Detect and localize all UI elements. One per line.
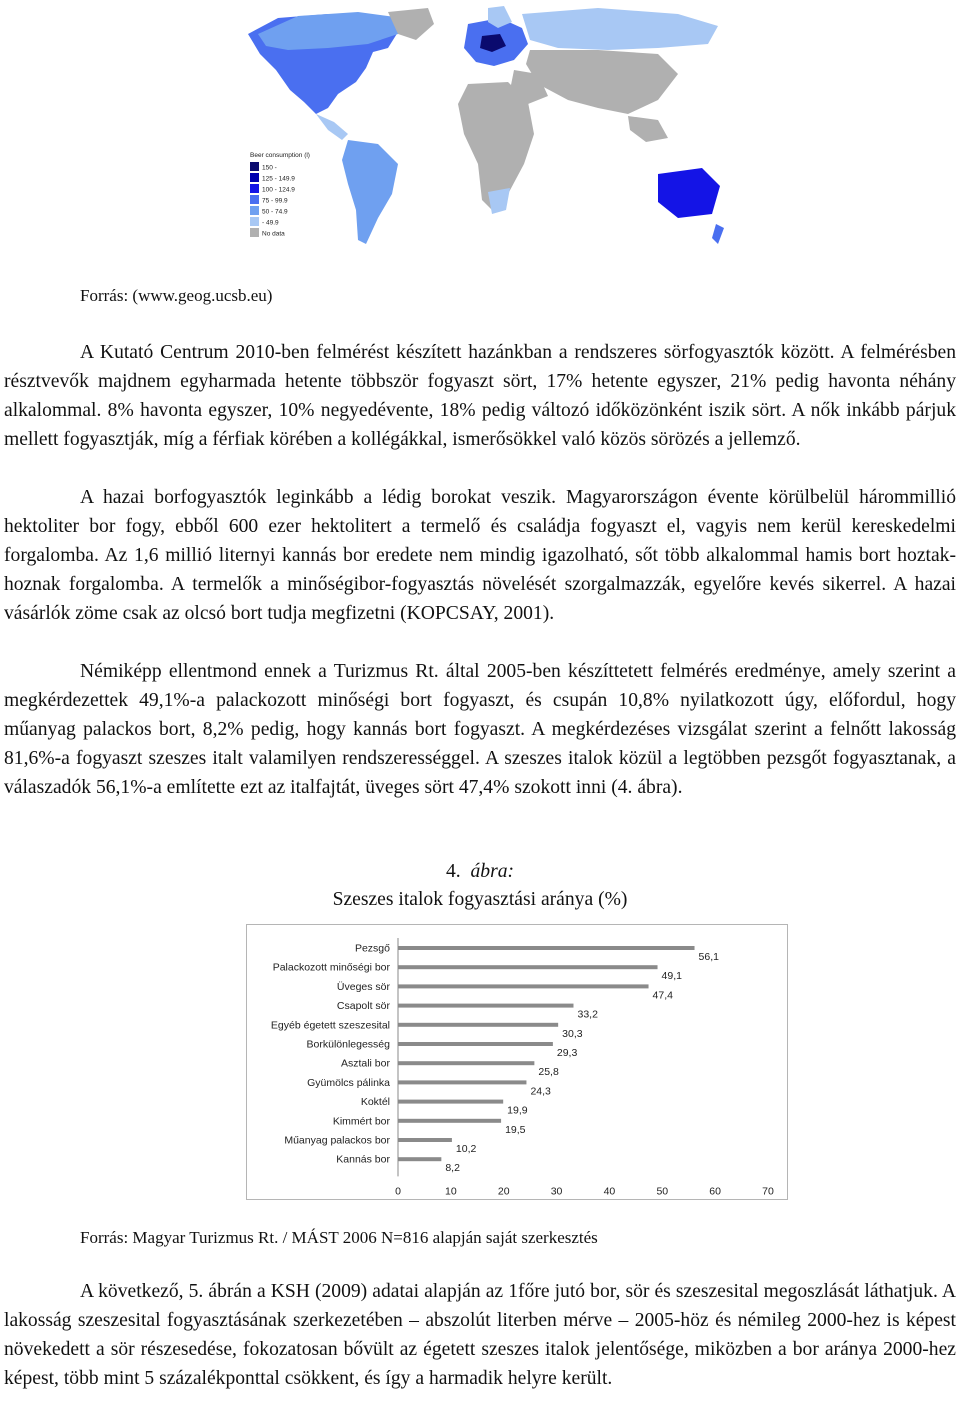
paragraph-ksh-data bbox=[4, 1277, 956, 1393]
paragraph-tourism-survey-text: Némiképp ellentmond ennek a Turizmus Rt. által 2005-ben készíttetett felmérés eredménye, amely szerint a megkérdezettek 49,1%-a palackozott minőségi bort fogyaszt, és csupán 10,8% nyilatkozott úgy, előfordul, hogy műanyag palackos bort, 8,2% pedig, hogy kannás bort fogyaszt. A megkérdezéses vizsgálat szerint a felnőtt lakosság 81,6%-a fogyaszt szeszes italt valamilyen rendszerességgel. A szeszes italok közül a legtöbben pezsgőt fogyasztanak, a válaszadók 56,1%-a említette ezt az italfajtát, üveges sört 47,4% szokott inni (4. ábra). bbox=[4, 661, 956, 798]
map-legend-swatch bbox=[250, 162, 259, 171]
paragraph-beer-survey-text: A Kutató Centrum 2010-ben felmérést készített hazánkban a rendszeres sörfogyasztók között. A felmérésben résztvevők majdnem egyharmada hetente többször fogyaszt sört, 17% hetente egyszer, 21% pedig havonta néhány alkalommal. 8% havonta egyszer, 10% negyedévente, 18% pedig változó időközönként iszik sört. A nők inkább párjuk mellett fogyasztják, míg a férfiak körében a kollégákkal, ismerősökkel való közös sörözés a jellemző. bbox=[4, 342, 956, 450]
value-label: 25,8 bbox=[538, 1066, 559, 1079]
map-southeast-asia bbox=[628, 116, 668, 142]
bar bbox=[398, 1157, 441, 1161]
map-south-america bbox=[342, 140, 398, 244]
x-tick-label: 10 bbox=[445, 1185, 457, 1198]
paragraph-ksh-data-text: A következő, 5. ábrán a KSH (2009) adatai alapján az 1főre jutó bor, sör és szeszesital megoszlását láthatjuk. A lakosság szeszesital fogyasztásának szerkezetében – abszolút literben mérve – 2005-höz és némileg 2000-hez is képest növekedett a sör részesedése, fokozatosan bővült az égetett szeszes italok jelentősége, miközben a bor aránya 2000-hez képest, több mint 5 százalékponttal csökkent, és így a harmadik helyre került. bbox=[4, 1281, 956, 1389]
bar bbox=[398, 1100, 503, 1104]
map-legend-swatch bbox=[250, 173, 259, 182]
category-label: Koktél bbox=[360, 1096, 390, 1109]
category-label: Pezsgő bbox=[354, 942, 390, 955]
map-central-america bbox=[316, 114, 348, 140]
bar bbox=[398, 1061, 534, 1065]
x-tick-label: 50 bbox=[656, 1185, 669, 1198]
value-label: 56,1 bbox=[698, 951, 719, 963]
value-label: 33,2 bbox=[577, 1008, 598, 1021]
value-label: 49,1 bbox=[661, 970, 682, 983]
map-legend-label: - 49.9 bbox=[262, 219, 279, 227]
map-new-zealand bbox=[712, 224, 724, 244]
value-label: 19,9 bbox=[507, 1104, 528, 1117]
x-tick-label: 30 bbox=[550, 1185, 563, 1198]
value-label: 24,3 bbox=[530, 1085, 551, 1098]
alcohol-consumption-bar-chart bbox=[246, 924, 788, 1200]
paragraph-beer-survey bbox=[4, 338, 956, 454]
value-label: 10,2 bbox=[455, 1143, 477, 1155]
category-label: Egyéb égetett szeszesital bbox=[270, 1019, 390, 1032]
bar bbox=[398, 1023, 558, 1027]
map-legend-label: 125 - 149.9 bbox=[262, 175, 295, 183]
paragraph-wine-consumers bbox=[4, 483, 956, 628]
bar bbox=[398, 1042, 553, 1046]
map-legend-swatch bbox=[250, 184, 259, 193]
map-legend-label: No data bbox=[262, 230, 285, 238]
figure-number bbox=[0, 858, 960, 886]
category-label: Borkülönlegesség bbox=[306, 1038, 390, 1051]
bar bbox=[398, 1080, 526, 1084]
paragraph-tourism-survey bbox=[4, 657, 956, 802]
category-label: Kimmért bor bbox=[332, 1115, 390, 1128]
figure-number-value: 4. bbox=[445, 861, 461, 882]
figure-label: ábra: bbox=[470, 861, 515, 882]
value-label: 29,3 bbox=[556, 1047, 578, 1059]
map-south-africa bbox=[488, 188, 510, 214]
map-legend-swatch bbox=[250, 206, 259, 215]
bar bbox=[398, 946, 695, 950]
map-legend bbox=[250, 152, 310, 238]
category-label: Gyümölcs pálinka bbox=[307, 1076, 390, 1089]
map-legend-swatch bbox=[250, 195, 259, 204]
map-legend-label: 75 - 99.9 bbox=[262, 197, 288, 205]
category-label: Üveges sör bbox=[336, 980, 390, 993]
category-label: Asztali bor bbox=[340, 1057, 390, 1070]
x-tick-label: 70 bbox=[762, 1185, 774, 1198]
map-legend-label: 100 - 124.9 bbox=[262, 186, 295, 194]
map-legend-label: 50 - 74.9 bbox=[262, 208, 288, 216]
map-russia bbox=[522, 8, 718, 50]
map-legend-title: Beer consumption (l) bbox=[250, 152, 310, 159]
map-legend-swatch bbox=[250, 228, 259, 237]
map-source: Forrás: (www.geog.ucsb.eu) bbox=[80, 286, 273, 305]
chart-source: Forrás: Magyar Turizmus Rt. / MÁST 2006 N=816 alapján saját szerkesztés bbox=[80, 1228, 598, 1247]
x-tick-label: 20 bbox=[497, 1185, 510, 1198]
x-tick-label: 0 bbox=[395, 1185, 401, 1198]
value-label: 8,2 bbox=[445, 1162, 460, 1175]
x-tick-label: 40 bbox=[603, 1185, 616, 1198]
category-label: Csapolt sör bbox=[336, 1000, 390, 1013]
bar bbox=[398, 1004, 573, 1008]
map-legend-swatch bbox=[250, 217, 259, 226]
category-label: Palackozott minőségi bor bbox=[272, 961, 390, 974]
beer-consumption-world-map bbox=[238, 4, 726, 260]
map-australia bbox=[658, 168, 720, 218]
category-label: Műanyag palackos bor bbox=[284, 1134, 390, 1147]
map-legend-label: 150 - bbox=[262, 164, 277, 172]
x-tick-label: 60 bbox=[709, 1185, 721, 1198]
value-label: 19,5 bbox=[505, 1123, 526, 1136]
bar bbox=[398, 965, 658, 969]
category-label: Kannás bor bbox=[336, 1153, 390, 1166]
value-label: 30,3 bbox=[562, 1027, 583, 1040]
figure-title: Szeszes italok fogyasztási aránya (%) bbox=[332, 889, 628, 910]
map-asia bbox=[526, 50, 678, 114]
bar bbox=[398, 1138, 452, 1142]
bar bbox=[398, 984, 649, 988]
bar bbox=[398, 1119, 501, 1123]
paragraph-wine-consumers-text: A hazai borfogyasztók leginkább a lédig borokat veszik. Magyarországon évente körülbelül hárommillió hektoliter bor fogy, ebből 600 ezer hektolitert a termelő és családja fogyaszt el, vagyis nem kerül kereskedelmi forgalomba. Az 1,6 millió liternyi kannás bor eredete nem mindig igazolható, sőt több alkalommal hamis bort hoztak-hoznak forgalomba. A termelők a minőségibor-fogyasztás növelését szorgalmazzák, egyelőre kevés sikerrel. A hazai vásárlók zöme csak az olcsó bort tudja megfizetni (KOPCSAY, 2001). bbox=[4, 487, 956, 624]
value-label: 47,4 bbox=[652, 989, 673, 1002]
